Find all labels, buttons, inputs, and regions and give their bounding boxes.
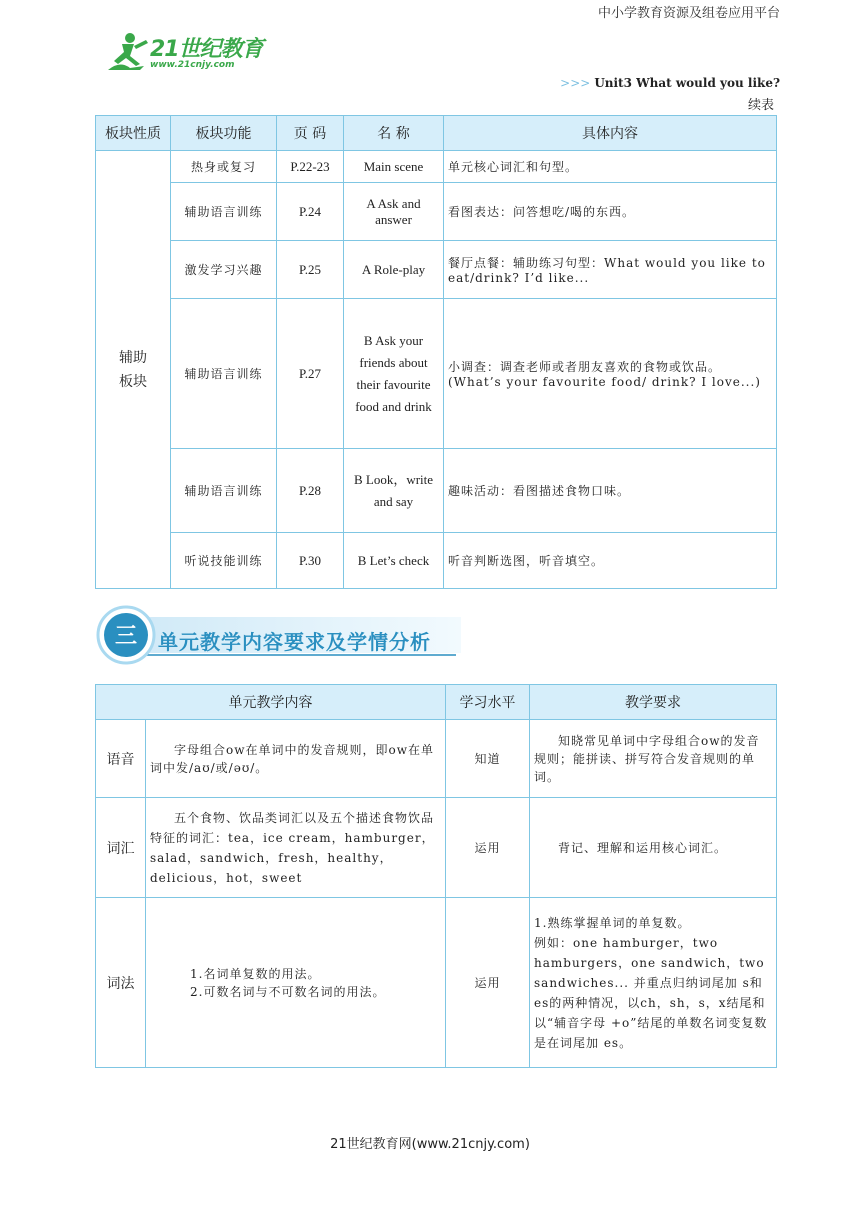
function-cell: 辅助语言训练 — [171, 449, 277, 533]
table-row — [96, 720, 777, 798]
page-cell: P.22-23 — [277, 151, 344, 183]
header-cell: 板块性质 — [96, 116, 171, 151]
function-cell: 辅助语言训练 — [171, 183, 277, 241]
level-cell: 运用 — [446, 798, 530, 898]
platform-name: 中小学教育资源及组卷应用平台 — [597, 6, 780, 21]
table-header-row — [96, 685, 777, 720]
logo-url: www.21cnjy.com — [150, 60, 235, 70]
table-row — [96, 533, 777, 589]
header-cell: 学习水平 — [446, 685, 530, 720]
table-header-row — [96, 116, 777, 151]
header-cell: 具体内容 — [444, 116, 777, 151]
content-cell: 单元核心词汇和句型。 — [444, 151, 777, 183]
category-cell: 词汇 — [96, 798, 146, 898]
content-cell: 字母组合ow在单词中的发音规则，即ow在单词中发/aʊ/或/əʊ/。 — [146, 720, 446, 798]
header-cell: 名 称 — [344, 116, 444, 151]
content-cell: 听音判断选图，听音填空。 — [444, 533, 777, 589]
header-cell: 教学要求 — [530, 685, 777, 720]
section-title: 单元教学内容要求及学情分析 — [158, 630, 431, 654]
content-cell: 小调查：调查老师或者朋友喜欢的食物或饮品。(What’s your favourite food/ drink? I love...) — [444, 299, 777, 449]
table-row — [96, 299, 777, 449]
content-cell: 五个食物、饮品类词汇以及五个描述食物饮品特征的词汇：tea，ice cream，hamburger，salad，sandwich，fresh，healthy，delicious，hot，sweet — [146, 798, 446, 898]
level-cell: 知道 — [446, 720, 530, 798]
table-row — [96, 898, 777, 1068]
page-cell: P.24 — [277, 183, 344, 241]
name-cell: A Ask and answer — [344, 183, 444, 241]
category-cell: 语音 — [96, 720, 146, 798]
section-number: 三 — [114, 624, 138, 649]
header-cell: 板块功能 — [171, 116, 277, 151]
table-row — [96, 151, 777, 183]
requirement-cell: 背记、理解和运用核心词汇。 — [530, 798, 777, 898]
content-cell: 1.名词单复数的用法。 2.可数名词与不可数名词的用法。 — [146, 898, 446, 1068]
function-cell: 听说技能训练 — [171, 533, 277, 589]
header-cell: 页 码 — [277, 116, 344, 151]
table-row — [96, 798, 777, 898]
module-table — [95, 115, 777, 589]
page-cell: P.30 — [277, 533, 344, 589]
continued-label: 续表 — [747, 98, 774, 113]
content-cell: 餐厅点餐：辅助练习句型：What would you like to eat/drink? I’d like... — [444, 241, 777, 299]
name-cell: B Look，write and say — [344, 449, 444, 533]
requirement-cell: 知晓常见单词中字母组合ow的发音规则；能拼读、拼写符合发音规则的单词。 — [530, 720, 777, 798]
page-cell: P.25 — [277, 241, 344, 299]
name-cell: Main scene — [344, 151, 444, 183]
table-row — [96, 183, 777, 241]
content-table — [95, 684, 777, 1068]
requirement-cell: 1.熟练掌握单词的单复数。 例如：one hamburger，two hamburgers，one sandwich，two sandwiches... 并重点归纳词尾加 s和es的两种情况，以ch，sh，s，x结尾和以“辅音字母 +o”结尾的单数名词变复数是在词尾加 es。 — [530, 898, 777, 1068]
function-cell: 热身或复习 — [171, 151, 277, 183]
content-cell: 看图表达：问答想吃/喝的东西。 — [444, 183, 777, 241]
table-row — [96, 241, 777, 299]
unit-title-text: Unit3 What would you like? — [594, 76, 780, 90]
category-cell: 词法 — [96, 898, 146, 1068]
footer: 21世纪教育网(www.21cnjy.com) — [330, 1137, 530, 1152]
function-cell: 辅助语言训练 — [171, 299, 277, 449]
arrows-icon: >>> — [560, 76, 591, 90]
content-cell: 趣味活动：看图描述食物口味。 — [444, 449, 777, 533]
page-cell: P.28 — [277, 449, 344, 533]
name-cell: B Ask your friends about their favourite food and drink — [344, 299, 444, 449]
page-cell: P.27 — [277, 299, 344, 449]
table-row — [96, 449, 777, 533]
name-cell: B Let’s check — [344, 533, 444, 589]
level-cell: 运用 — [446, 898, 530, 1068]
function-cell: 激发学习兴趣 — [171, 241, 277, 299]
header-cell: 单元教学内容 — [96, 685, 446, 720]
logo-text: 21世纪教育 — [150, 37, 263, 62]
group-label: 辅助 板块 — [96, 151, 171, 589]
name-cell: A Role-play — [344, 241, 444, 299]
unit-title — [560, 76, 780, 90]
